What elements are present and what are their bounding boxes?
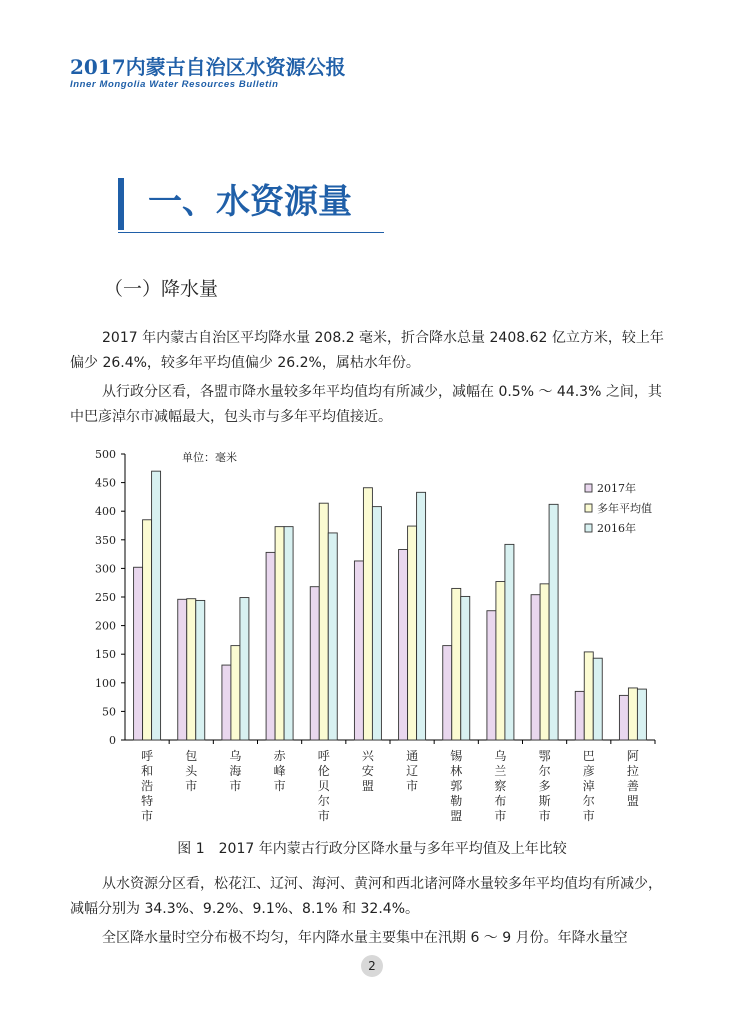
x-category-label: 巴彦淖尔市 — [582, 749, 595, 823]
bar-3 — [417, 492, 426, 740]
bar-2 — [628, 688, 637, 740]
bar-3 — [637, 689, 646, 740]
bar-3 — [152, 471, 161, 740]
bar-2 — [363, 488, 372, 740]
bar-2 — [584, 652, 593, 740]
legend-label: 2017年 — [597, 482, 636, 495]
paragraph-distribution: 全区降水量时空分布极不均匀，年内降水量主要集中在汛期 6 ～ 9 月份。年降水量空 — [102, 930, 628, 946]
bar-3 — [593, 658, 602, 740]
y-tick-label: 0 — [109, 734, 116, 747]
bulletin-header — [70, 56, 346, 90]
y-tick-label: 200 — [95, 619, 116, 633]
bar-2 — [408, 526, 417, 740]
x-category-label: 包头市 — [185, 749, 198, 793]
bar-1 — [443, 646, 452, 740]
legend-swatch — [585, 504, 592, 512]
bar-1 — [399, 550, 408, 740]
bar-3 — [549, 504, 558, 740]
section-title: （一）降水量 — [104, 278, 219, 300]
bar-2 — [187, 599, 196, 740]
y-tick-label: 350 — [95, 533, 116, 547]
bar-1 — [487, 611, 496, 740]
bar-3 — [196, 600, 205, 740]
x-category-label: 通辽市 — [406, 749, 419, 793]
chapter-accent-bar — [118, 178, 124, 230]
legend-label: 多年平均值 — [597, 502, 652, 515]
paragraph-admin-regions: 从行政分区看，各盟市降水量较多年平均值均有所减少，减幅在 0.5% ～ 44.3% 之间，其中巴彦淖尔市减幅最大，包头市与多年平均值接近。 — [70, 384, 662, 425]
chapter-title: 一、水资源量 — [148, 182, 352, 222]
chart-unit-label: 单位：毫米 — [182, 451, 237, 464]
bar-2 — [231, 646, 240, 740]
x-category-label: 鄂尔多斯市 — [538, 749, 551, 823]
x-category-label: 呼和浩特市 — [141, 749, 154, 823]
legend-swatch — [585, 524, 592, 532]
bar-3 — [240, 598, 249, 740]
x-category-label: 赤峰市 — [273, 749, 286, 793]
bar-1 — [266, 552, 275, 740]
bar-2 — [275, 527, 284, 740]
y-tick-label: 50 — [102, 705, 116, 719]
legend-label: 2016年 — [597, 522, 636, 535]
bar-1 — [178, 599, 187, 740]
bar-1 — [222, 665, 231, 740]
chapter-underline — [118, 232, 384, 233]
bar-1 — [619, 695, 628, 740]
bar-3 — [505, 544, 514, 740]
bar-3 — [372, 507, 381, 740]
x-category-label: 乌兰察布市 — [494, 749, 507, 823]
bar-2 — [319, 503, 328, 740]
bulletin-subtitle: Inner Mongolia Water Resources Bulletin — [70, 79, 279, 90]
bar-1 — [531, 595, 540, 740]
y-tick-label: 400 — [95, 505, 116, 519]
x-category-label: 兴安盟 — [361, 749, 374, 793]
bar-1 — [575, 691, 584, 740]
y-tick-label: 500 — [95, 448, 116, 461]
bar-2 — [496, 582, 505, 740]
bar-3 — [284, 527, 293, 740]
paragraph-precipitation-summary: 2017 年内蒙古自治区平均降水量 208.2 毫米，折合降水总量 2408.62 亿立方米，较上年偏少 26.4%，较多年平均值偏少 26.2%，属枯水年份。 — [70, 330, 664, 371]
y-tick-label: 150 — [95, 648, 116, 662]
x-category-label: 乌海市 — [229, 749, 242, 793]
page-number: 2 — [361, 955, 383, 977]
x-category-label: 呼伦贝尔市 — [317, 749, 330, 823]
bar-2 — [452, 588, 461, 740]
bar-3 — [461, 596, 470, 740]
chart-svg — [70, 444, 670, 830]
y-tick-label: 250 — [95, 591, 116, 604]
bar-3 — [328, 533, 337, 740]
figure-caption: 图 1 2017 年内蒙古行政分区降水量与多年平均值及上年比较 — [177, 841, 567, 857]
paragraph-water-resource-zones: 从水资源分区看，松花江、辽河、海河、黄河和西北诸河降水量较多年平均值均有所减少，减幅分别为 34.3%、9.2%、9.1%、8.1% 和 32.4%。 — [70, 876, 662, 917]
x-category-label: 锡林郭勒盟 — [450, 749, 463, 823]
y-tick-label: 300 — [95, 562, 116, 576]
bar-1 — [354, 561, 363, 740]
x-category-label: 阿拉善盟 — [626, 749, 639, 808]
bulletin-title: 2017内蒙古自治区水资源公报 — [70, 55, 346, 79]
bar-2 — [143, 520, 152, 740]
bar-1 — [310, 587, 319, 740]
y-tick-label: 450 — [95, 476, 116, 490]
y-tick-label: 100 — [95, 676, 116, 690]
legend-swatch — [585, 484, 592, 492]
precipitation-bar-chart — [70, 444, 670, 834]
bar-1 — [134, 567, 143, 740]
bar-2 — [540, 584, 549, 740]
